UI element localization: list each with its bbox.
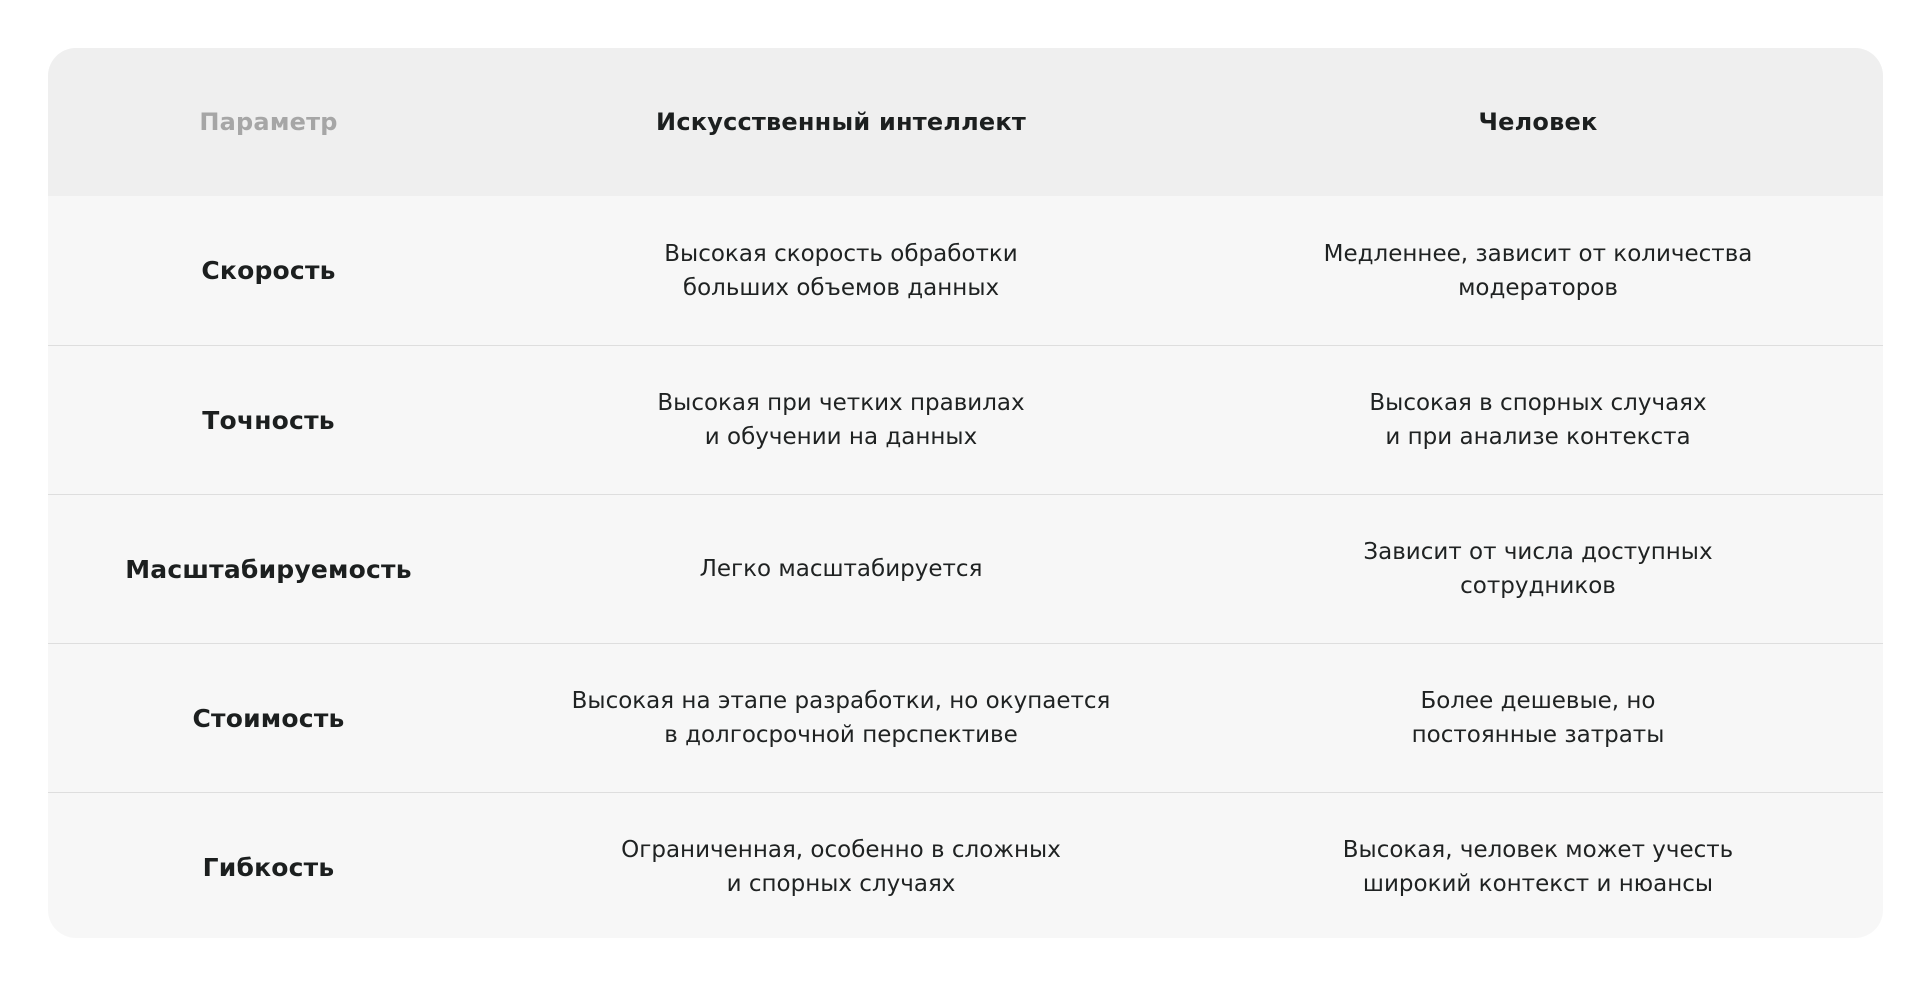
row-ai-value: Легко масштабируется	[699, 556, 983, 582]
row-ai-value: Высокая при четких правилах и обучении на данных	[657, 390, 1025, 450]
header-human: Человек	[1478, 108, 1598, 136]
table-row	[48, 643, 1883, 792]
table-row	[48, 494, 1883, 643]
row-ai-value: Ограниченная, особенно в сложных и спорных случаях	[621, 837, 1061, 897]
row-human-value: Медленнее, зависит от количества модераторов	[1323, 240, 1753, 301]
row-parameter: Гибкость	[202, 852, 335, 882]
row-human-value: Более дешевые, но постоянные затраты	[1411, 688, 1665, 748]
header-parameter: Параметр	[199, 108, 338, 136]
row-parameter: Стоимость	[192, 703, 345, 733]
row-human-value: Высокая в спорных случаях и при анализе контекста	[1369, 390, 1707, 450]
row-human-value: Зависит от числа доступных сотрудников	[1363, 539, 1713, 599]
row-parameter: Точность	[202, 405, 335, 435]
table-row	[48, 345, 1883, 494]
table-row	[48, 792, 1883, 938]
row-ai-value: Высокая на этапе разработки, но окупается в долгосрочной перспективе	[571, 688, 1111, 748]
row-ai-value: Высокая скорость обработки больших объемов данных	[664, 240, 1018, 301]
row-parameter: Масштабируемость	[125, 554, 412, 584]
table-row	[48, 196, 1883, 345]
table-header-row	[48, 48, 1883, 196]
row-parameter: Скорость	[201, 256, 336, 285]
header-ai: Искусственный интеллект	[656, 108, 1026, 136]
comparison-table	[48, 48, 1883, 938]
row-human-value: Высокая, человек может учесть широкий контекст и нюансы	[1342, 837, 1734, 897]
